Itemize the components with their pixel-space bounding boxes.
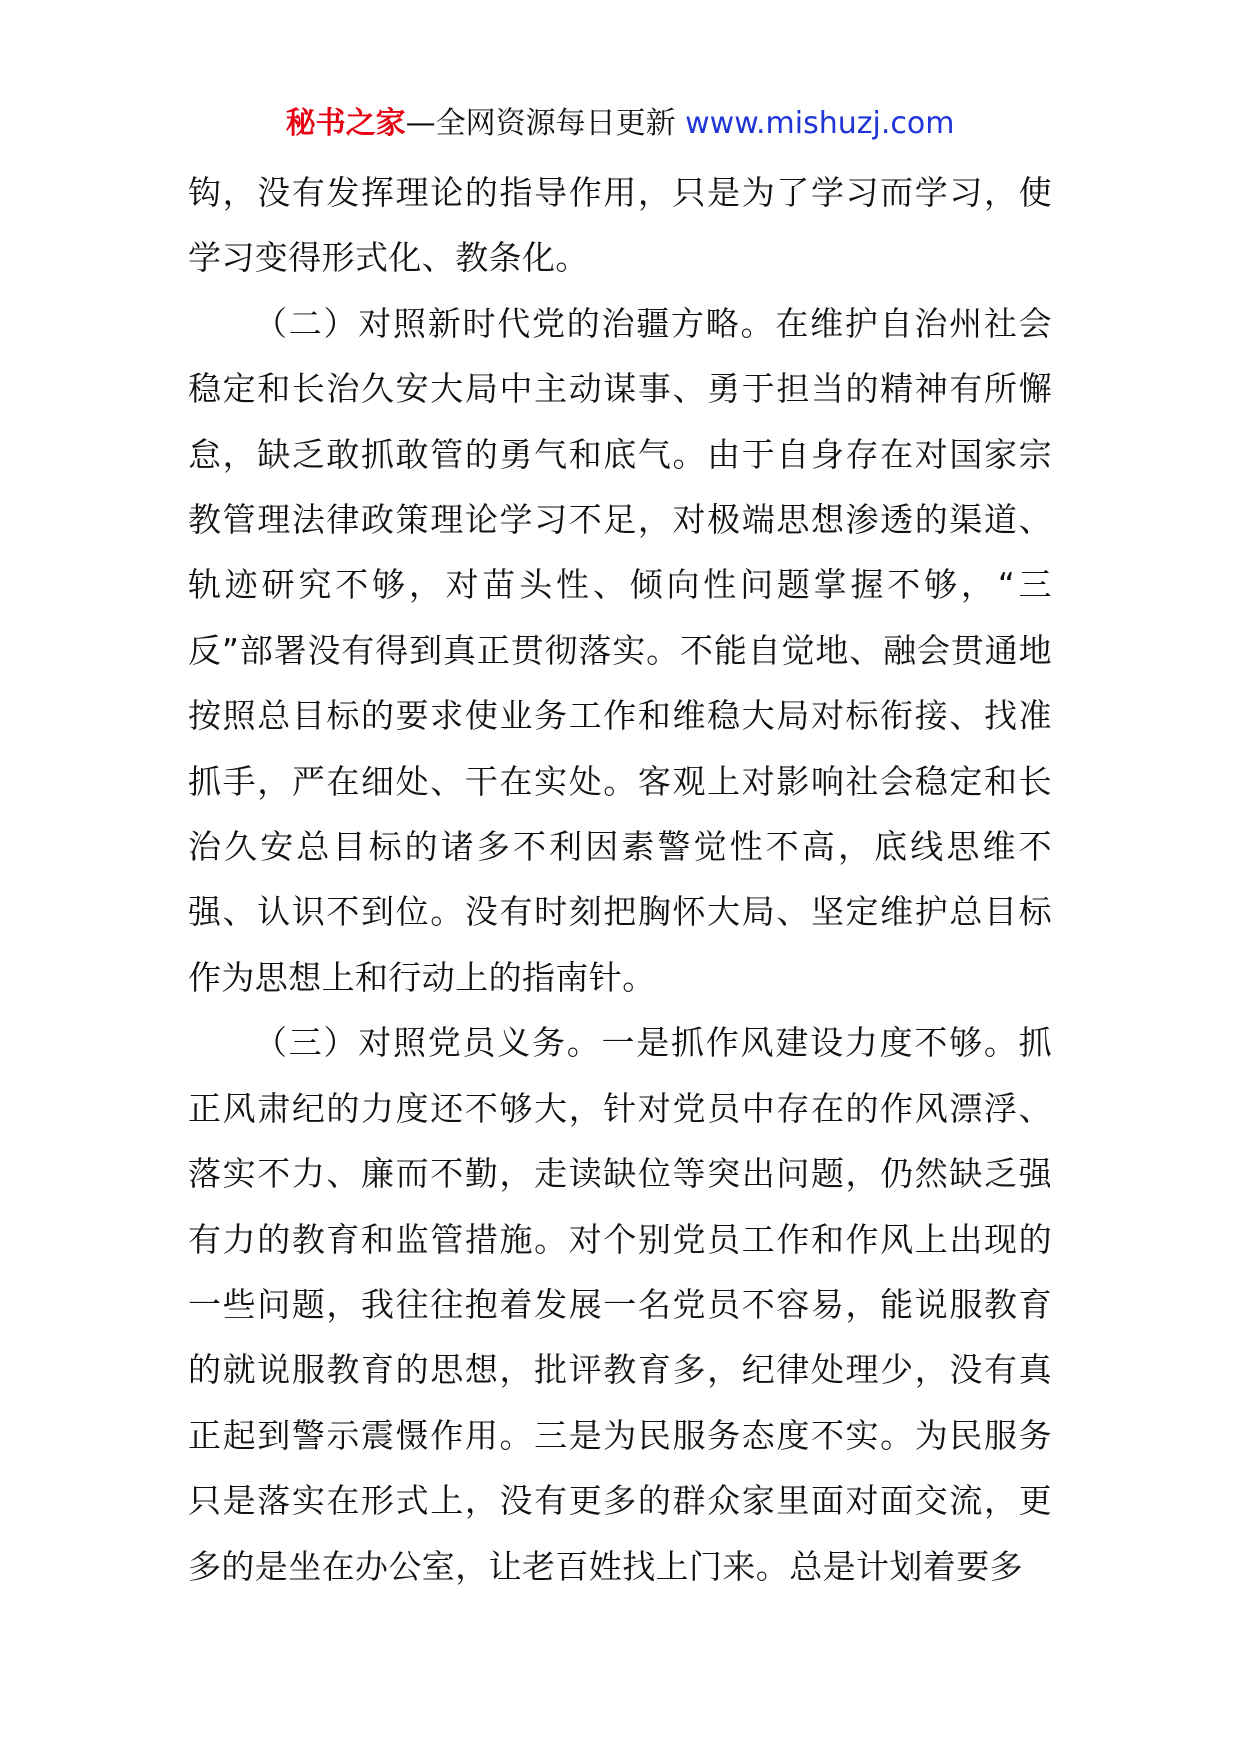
- paragraph-section-2: （二）对照新时代党的治疆方略。在维护自治州社会稳定和长治久安大局中主动谋事、勇于担当的精神有所懈怠，缺乏敢抓敢管的勇气和底气。由于自身存在对国家宗教管理法律政策理论学习不足，对极端思想渗透的渠道、轨迹研究不够，对苗头性、倾向性问题掌握不够，“三反”部署没有得到真正贯彻落实。不能自觉地、融会贯通地按照总目标的要求使业务工作和维稳大局对标衔接、找准抓手，严在细处、干在实处。客观上对影响社会稳定和长治久安总目标的诸多不利因素警觉性不高，底线思维不强、认识不到位。没有时刻把胸怀大局、坚定维护总目标作为思想上和行动上的指南针。: [188, 303, 1052, 997]
- document-body: [188, 160, 1052, 1599]
- header-url[interactable]: www.mishuzj.com: [685, 106, 955, 141]
- paragraph-continuation: 钩，没有发挥理论的指导作用，只是为了学习而学习，使学习变得形式化、教条化。: [188, 173, 1052, 278]
- header-brand: 秘书之家: [285, 106, 406, 141]
- paragraph-section-3: （三）对照党员义务。一是抓作风建设力度不够。抓正风肃纪的力度还不够大，针对党员中存在的作风漂浮、落实不力、廉而不勤，走读缺位等突出问题，仍然缺乏强有力的教育和监管措施。对个别党员工作和作风上出现的一些问题，我往往抱着发展一名党员不容易，能说服教育的就说服教育的思想，批评教育多，纪律处理少，没有真正起到警示震慑作用。三是为民服务态度不实。为民服务只是落实在形式上，没有更多的群众家里面对面交流，更多的是坐在办公室，让老百姓找上门来。总是计划着要多: [188, 1023, 1052, 1586]
- header-slogan: —全网资源每日更新: [405, 106, 686, 141]
- watermark-header: [0, 102, 1240, 146]
